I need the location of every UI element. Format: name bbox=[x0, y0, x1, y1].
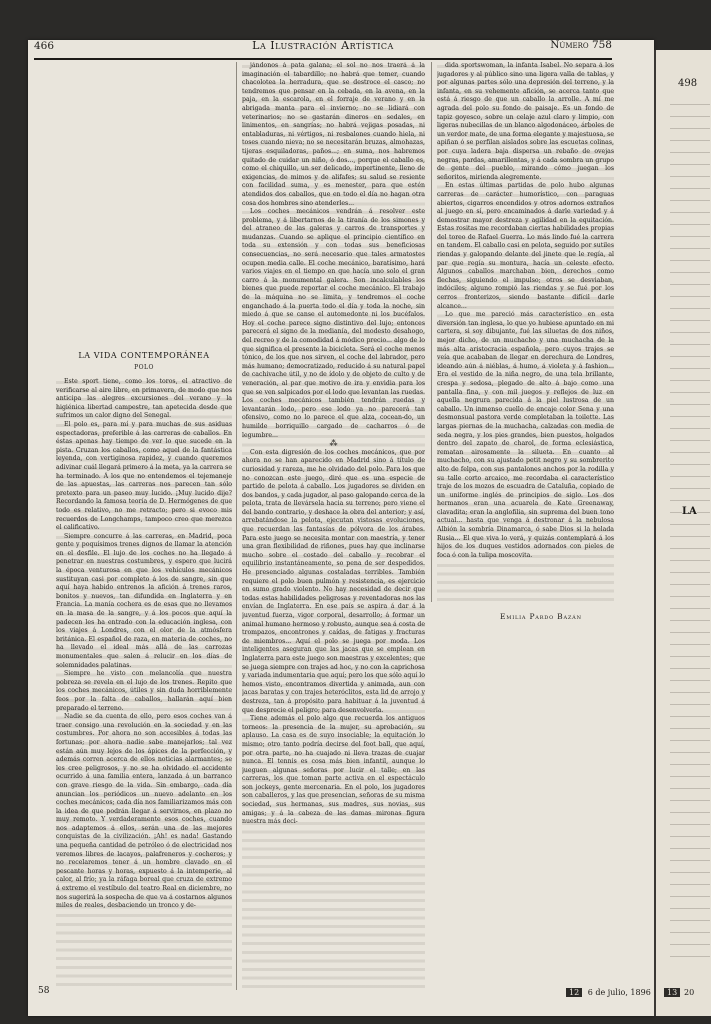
paragraph: En estas últimas partidas de polo hubo algunas carreras de carácter humorístico, con paraguas abiertos, cigarros encendidos y otros adornos extraños al juego en sí, pero encaminados á darle variedad y á demostrar mayor destreza y agilidad en la equitación. Estas rositas me recordaban ciertas habilidades propias del toreo de Rafael Guerra. Lo más lindo fué la carrera en tandem. El caballo casi en pelota, seguido por sutiles riendas y galopando delante del jinete que le regía, al par que regía su montura, hacía un celeste efecto. Algunos caballos marchaban bien, derechos como flechas, siguiendo el impulso; otros se desviaban, indóciles; alguno rompió las riendas y se fué por los cerros fronterizos, siendo bastante difícil darle alcance... bbox=[437, 182, 614, 310]
footer-page-number: 58 bbox=[38, 986, 50, 996]
paragraph: Siempre he visto con melancolía que nuestra pobreza se revela en el lujo de los trenes. Repito que los coches mecánicos, útiles y sin duda horriblemente feos por la falta de caballos, hallarán aquí bien preparado el terreno. bbox=[56, 670, 232, 712]
paragraph: Tiene además el polo algo que recuerda los antiguos torneos: la presencia de la mujer, su aprobación, su aplauso. La casa es de suyo insociable; la equitación lo mismo; otro tanto podría decirse del foot ball, que aquí, por otra parte, no ha cuajado ni lleva trazas de cuajar nunca. El tennis es cosa más bien infantil, aunque lo jueguen algunas señoras por lucir el talle; en las carreras, los que toman parte activa en el espectáculo son jockeys, gente mercenaria. En el polo, los jugadores son caballeros, y las que presencian, señoras de su misma sociedad, sus hermanas, sus madres, sus novias, sus amigas; y á la cabeza de las damas mironas figura nuestra más deci- bbox=[242, 715, 425, 826]
section-break-asterism: ⁂ bbox=[329, 439, 338, 449]
column-divider bbox=[236, 62, 237, 990]
article-column-2 bbox=[242, 62, 425, 990]
paragraph: Con esta digresión de los coches mecánicos, que por ahora no se han aparecido en Madrid sino á título de curiosidad y rareza, me he olvidado del polo. Para los que no conozcan este juego, diré que es una especie de partido de pelota á caballo. Los jugadores se dividen en dos bandos, y cada jugador, al paso galopando cerca de la pelota, trata de llevársela hacia su terreno; pero viene el del bando contrario, y deshace la obra del anterior; y así, arrebatándose la pelota, ejecutan vistosas evoluciones, que recuerdan las fantasías de pólvora de los árabes. Para este juego se necesita montar con maestría, y tener una gran flexibilidad de riñones, pues hay que inclinarse mucho sobre el costado del caballo y recobrar el equilibrio instantáneamente, so pena de ser despedidos. He presenciado algunas costaladas terribles. También requiere el polo buen pulmón y resistencia, es ejercicio en sumo grado violento. No hay necesidad de decir que todas estas habilidades peligrosas y reventadoras nos las envían de Inglaterra. En ese país se aspira á dar á la juventud fuerza, vigor corporal, desarrollo; á formar un animal humano hermoso y robusto, aunque sea á costa de trompazos, encontrones y caídas, de fatigas y fracturas de miembros... Aquí el polo se juega por moda. Los inteligentes aseguran que las jacas que se emplean en Inglaterra para este juego son maestras y excelentes; que se juega siempre con trajes ad hoc, y no con la caprichosa y variada indumentaria que aquí; pero los que sólo aquí lo hemos visto, encontramos divertida y animada, aun con jacas baratas y con trajes heteróclitos, esta lid de arrojo y destreza, tan á propósito para habituar á la juventud á que desprecie el peligro; para desenvolverla. bbox=[242, 448, 425, 714]
section-title: LA VIDA CONTEMPORÁNEA bbox=[78, 351, 210, 360]
section-subtitle: POLO bbox=[134, 364, 154, 371]
paragraph: Los coches mecánicos vendrán á resolver este problema, y á libertarnos de la tiranía de los simones y del atraneo de las galeras y carros de transportes y mudanzas. Cuando se aplique el principio científico en toda su extensión y con todas sus beneficiosas consecuencias, no será necesario que tales armatostes ocupen media calle. El coche mecánico, baratísimo, hará varios viajes en el tiempo en que hacía uno solo el gran carro á la monumental galera. Son incalculables los bienes que puede reportar el coche mecánico. El trabajo de la máquina no se limita, y tendremos el coche enganchado á la puerta todo el día y toda la noche, sin miedo á que se canse el automedonte ni los bucéfalos. Hoy el coche parece signo distintivo del lujo; entonces parecerá el signo de la medianía, del modesto desahogo, del recreo y de la comodidad á módico precio... algo de lo que significa el presente la bicicleta. Será el coche menos tónico, de los que nos sirven, el coche del labrador, pero más humano; democratizado, reducido á su natural papel de cachivache útil, y no de ídolo y de objeto de culto y de veneración, al par que motivo de ira y envidia para los que se ven salpicados por el lodo que levantan las ruedas. Los coches mecánicos también tendrán ruedas y levantarán lodo, pero ese lodo ya no parecerá tan ofensivo, como no lo parece el que alza, cocean-do, un humilde borriquillo cargado de cacharros ó de legumbre... bbox=[242, 208, 425, 439]
footer-date bbox=[566, 988, 651, 997]
issue-number: Número 758 bbox=[550, 39, 612, 51]
paragraph: Este sport tiene, como los toros, el atractivo de verificarse al aire libre, en primavera, de modo que nos anticipa las alegres excursiones del verano y la higiénica libertad campestre, tan apetecida desde que sufrimos un calor digno del Senegal. bbox=[56, 378, 232, 420]
paragraph: jándonos á pata galana; el sol no nos traerá á la imaginación el tabardillo; no habrá que temer, cuando chacolotea la herradura, que se destroce el casco; no tendremos que pensar en la cebada, en la avena, en la paja, en la escarola, en el forraje de verano y en la abrigada manta para el invierno; no se lidiará con veterinarios; no se gastarán dineros en sedales, en linimentos, en sangrías; no habrá vejigas posadas, ni entabladuras, ni vértigos, ni resbalones cuando hiela, ni toses cuando nieva; no se necesitarán bruzas, almohazas, tijeras esquiladoras, paños...; en suma, nos habremos quitado de cuidar un niño, ó dos..., porque el caballo es, como el chiquillo, un ser delicado, impertinente, lleno de exigencias, de mimos y de alifafes; su salud se resiente con facilidad suma, y es menester, para que estén atendidos dos caballos, que en todo el día no hagan otra cosa dos hombres sino atenderles... bbox=[242, 62, 425, 207]
column-divider bbox=[431, 62, 432, 602]
paragraph: dida sportswoman, la infanta Isabel. No separa á los jugadores y al público sino una ligera valla de tablas, y por algunas partes sólo una depresión del terreno, y la infanta, en su vehemente afición, se acerca tanto que está á riesgo de que un caballo la arrolle. A mí me agrada del polo su fondo de paisaje. Es un fondo de tapiz goyesco, sobre un celaje azul claro y limpio, con ligeras nubecillas de un blanco algodonáceo, árboles de un verdor mate, de una forma elegante y majestuosa, se apiñan ó se perfilan aislados sobre las escuetas colinas, por cuya ladera baja dispersa un rebaño de ovejas negras, pardas, amarillentas, y á cada sombra un grupo de gente del pueblo, mirando cómo juegan los señoritos, mirienda alegremente. bbox=[437, 62, 614, 181]
footer-next-fragment: 20 bbox=[684, 988, 695, 997]
page-number: 466 bbox=[34, 40, 55, 52]
article-column-3 bbox=[437, 62, 614, 602]
next-page-text-lines bbox=[670, 98, 710, 958]
next-page-edge bbox=[654, 50, 711, 1016]
author-signature: Emilia Pardo Bazán bbox=[500, 612, 582, 621]
paragraph: Siempre concurre á las carreras, en Madrid, poca gente y poquísimos trenes dignos de llamar la atención en el desfile. El lujo de los coches no ha llegado á penetrar en nuestras costumbres, y espero que lucirá la época venturosa en que los vehículos mecánicos sustituyan casi por completo á los de sangre, sin que aquí haya habido entrenos la afición á trenes raros, bonitos y nuevos, tan difundida en Inglaterra y en Francia. La manía cochera es de esas que no llevamos en la masa de la sangre, y á los pocos que aquí la padecen les ha entrado con la educación inglesa, con los viajes á Londres, con el olor de la atmósfera británica. El español de raza, en materia de coches, no ha llevado el ideal más allá de las carrozas monumentales que salen á relucir en los días de solemnidades palatinas. bbox=[56, 532, 232, 669]
publication-title: La Ilustración Artística bbox=[252, 39, 394, 52]
next-page-heading-fragment: LA bbox=[682, 506, 697, 517]
next-page-number: 498 bbox=[678, 78, 698, 89]
footer-date-text: 6 de julio, 1896 bbox=[587, 988, 651, 997]
article-column-1 bbox=[56, 378, 232, 990]
header-rule bbox=[34, 58, 612, 60]
paragraph: Lo que me pareció más característico en esta diversión tan inglesa, lo que yo hubiese apuntado en mi cartera, si soy dibujante, fué las siluetas de dos niños, mejor dicho, de un muchacho y una muchacha de la más alta aristocracia española, pero cuyos trajes se veía que acababan de llegar en derechura de Londres, ideando aún á niéblas, á humo, á violeta y á fashion... Era el vestido de la niña negro, de una tela brillante, crespa y sedosa, plegado de alto á bajo como una pantalla fina, y con mil juegos y reflejos de luz en aquella negrura parecida á la piel lustrosa de un caballo. Un inmenso cuello de encaje color Sena y una desmonsual pastora verde completaban la toilette. Las largas piernas de la muchacha, calzadas con media de seda negra, y los pies grandes, bien puestos, holgados dentro del zapato de charol, de forma eclesiástica, rematan airosamente la silueta. En cuanto al muchacho, con su ajustado petit negro y su sombrerito alto de felpa, con sus pantalones anchos por la rodilla y su talle corto arcaico, me recordaba el característico traje de los mozos de escuadra de Cataluña, copiado de un uniforme inglés de principios de siglo. Los dos hermanos eran una acuarela de Kate Greenaway, clavadita; eran la anglofilia, sin suprema del buen tono actual... hasta que venga á destronar á la nebulosa Albión la sombría Dinamarca, ó sabe Dios si la helada Rusia... El que viva lo verá, y quizás contemplará á los hijos de los duques vestidos adornados con pieles de foca ó con la tulipa moscovita. bbox=[437, 311, 614, 559]
footer-badge-next: 13 bbox=[664, 988, 680, 997]
paragraph: Nadie se da cuenta de ello, pero esos coches van á traer consigo una revolución en la sociedad y en las costumbres. Por ahora no son accesibles á todas las fortunas; por ahora nadie sabe manejarlos; tal vez están aún muy lejos de los ápices de la perfección, y además corren acerca de ellos noticias alarmantes; se les cree peligrosos, y no se ha olvidado el accidente ocurrido á una familia entera, lanzada á un barranco con grave riesgo de la vida. Sin embargo, cada día anuncian los periódicos un nuevo adelanto en los coches mecánicos; cada día nos familiarizamos más con la idea de que podrán llegar á servirnos, en plazo no muy remoto. Y verdaderamente esos coches, cuando nos adaptemos á ellos, serán una de las mejores conquistas de la civilización. ¡Ah! es nada! Gastando una pequeña cantidad de petróleo ó de electricidad nos veremos libres de lacayos, palafreneros y cocheros; y no recelaremos tener á un hombre clavado en el pescante horas y horas, expuesto á la intemperie, al calor, al frío; ya la ráfaga boreal que cruza de extremo á extremo el vestíbulo del teatro Real en diciembre, no nos sugerirá la sospecha de que va á costarnos algunos miles de reales, desbaciendo un tronco y de- bbox=[56, 713, 232, 910]
paragraph: El polo es, para mí y para muchas de sus asiduas espectadoras, preferible á las carreras de caballos. En éstas apenas hay tiempo de ver lo que sucede en la pista. Cruzan los caballos, como aquel de la fantástica leyenda, con vertiginosa rapidez, y cuando queremos adivinar cuál llegará primero á la meta, ya la carrera se ha terminado. Á los que no entendemos el tejemaneje de las apuestas, las carreras nos parecen tan sólo pretexto para un paseo muy lucido. ¡Muy lucido dije? Recordando la famosa teoría de D. Hermógenes de que todo es relativo, no me retracto; pero si evoco mis recuerdos de Longchamps, tampoco creo que merezca el calificativo. bbox=[56, 420, 232, 532]
footer-badge: 12 bbox=[566, 988, 582, 997]
running-header bbox=[34, 33, 612, 55]
